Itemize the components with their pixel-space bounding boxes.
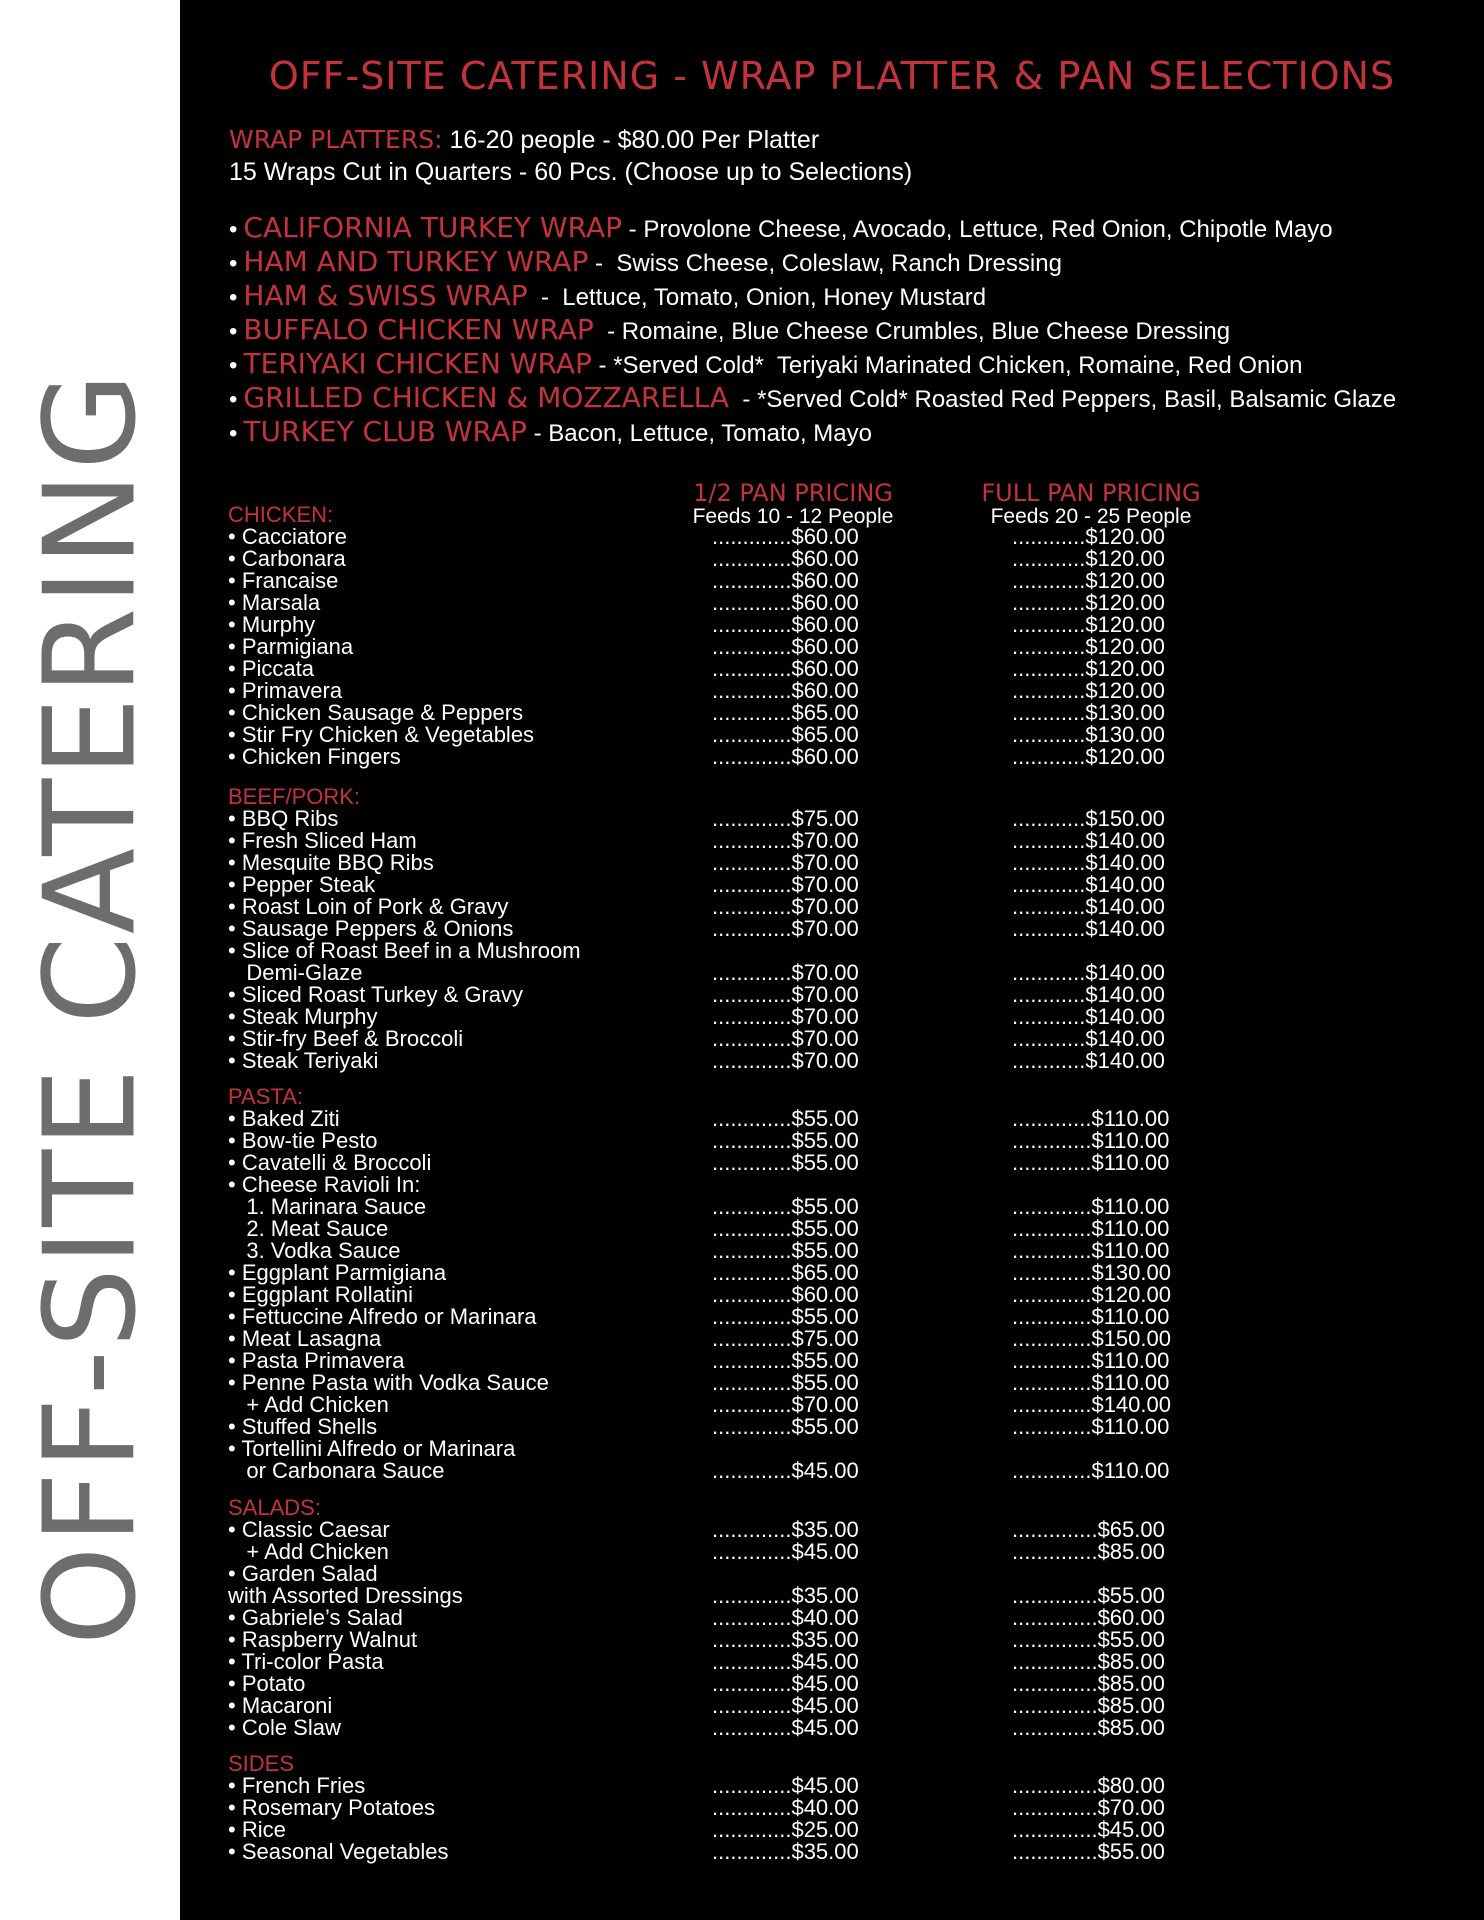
item-name: • Sliced Roast Turkey & Gravy <box>228 982 524 1007</box>
item-name: • Fettuccine Alfredo or Marinara <box>228 1304 537 1329</box>
half-pan-price: .............$70.00 <box>712 872 859 897</box>
half-pan-price: .............$70.00 <box>712 982 859 1007</box>
full-pan-price: ..............$55.00 <box>1012 1839 1165 1864</box>
category-heading <box>180 1753 1484 1775</box>
menu-row <box>180 1607 1484 1629</box>
item-name: • Penne Pasta with Vodka Sauce <box>228 1370 549 1395</box>
menu-row <box>180 702 1484 724</box>
half-pan-price: .............$60.00 <box>712 612 859 637</box>
wrap-description: - *Served Cold* Teriyaki Marinated Chicken, Romaine, Red Onion <box>591 352 1303 379</box>
menu-row <box>180 548 1484 570</box>
menu-row <box>180 1563 1484 1585</box>
menu-row <box>180 1460 1484 1482</box>
item-name: • BBQ Ribs <box>228 806 339 831</box>
item-name: • Carbonara <box>228 546 346 571</box>
item-name: • Bow-tie Pesto <box>228 1128 378 1153</box>
wrap-description: - *Served Cold* Roasted Red Peppers, Basil, Balsamic Glaze <box>729 386 1397 413</box>
half-pan-price: .............$60.00 <box>712 634 859 659</box>
item-name: • Pasta Primavera <box>228 1348 405 1373</box>
full-pan-price: .............$110.00 <box>1012 1238 1170 1263</box>
full-pan-price: .............$110.00 <box>1012 1106 1170 1131</box>
half-pan-price: .............$70.00 <box>712 1026 859 1051</box>
menu-row <box>180 1438 1484 1460</box>
full-pan-price: ............$120.00 <box>1012 546 1165 571</box>
half-pan-price: .............$35.00 <box>712 1839 859 1864</box>
full-pan-price: .............$110.00 <box>1012 1216 1170 1241</box>
menu-row <box>180 1394 1484 1416</box>
half-pan-price: .............$55.00 <box>712 1414 859 1439</box>
full-pan-price: ............$140.00 <box>1012 872 1165 897</box>
full-pan-title: FULL PAN PRICING <box>981 479 1201 507</box>
half-pan-price: .............$45.00 <box>712 1693 859 1718</box>
bullet-icon: • <box>229 284 238 311</box>
half-pan-price: .............$40.00 <box>712 1795 859 1820</box>
wrap-name: HAM & SWISS WRAP <box>243 279 528 312</box>
menu-row <box>180 1328 1484 1350</box>
full-pan-price: .............$110.00 <box>1012 1194 1170 1219</box>
full-pan-price: ..............$55.00 <box>1012 1583 1165 1608</box>
full-pan-price: ............$120.00 <box>1012 568 1165 593</box>
full-pan-price: ..............$60.00 <box>1012 1605 1165 1630</box>
item-name: + Add Chicken <box>228 1392 389 1417</box>
menu-row <box>180 1541 1484 1563</box>
menu-row <box>180 1841 1484 1863</box>
full-pan-price: ............$140.00 <box>1012 850 1165 875</box>
full-pan-price: ..............$65.00 <box>1012 1517 1165 1542</box>
item-name: • Primavera <box>228 678 343 703</box>
half-pan-price: .............$60.00 <box>712 678 859 703</box>
wrap-item <box>229 211 1396 245</box>
wrap-name: HAM AND TURKEY WRAP <box>243 245 589 278</box>
wrap-platters-price: 16-20 people - $80.00 Per Platter <box>442 126 820 154</box>
menu-row <box>180 1350 1484 1372</box>
item-name: • Marsala <box>228 590 321 615</box>
menu-row <box>180 1152 1484 1174</box>
category-label: CHICKEN: <box>228 502 334 527</box>
menu-row <box>180 746 1484 768</box>
wrap-item <box>229 245 1396 279</box>
full-pan-price: .............$110.00 <box>1012 1370 1170 1395</box>
half-pan-price: .............$70.00 <box>712 1048 859 1073</box>
full-pan-price: ............$140.00 <box>1012 828 1165 853</box>
half-pan-title: 1/2 PAN PRICING <box>693 479 893 507</box>
menu-row <box>180 896 1484 918</box>
half-pan-price: .............$60.00 <box>712 656 859 681</box>
item-name: • French Fries <box>228 1773 366 1798</box>
wrap-item <box>229 313 1396 347</box>
full-pan-price: ............$150.00 <box>1012 806 1165 831</box>
menu-panel <box>180 0 1484 1920</box>
menu-row <box>180 1797 1484 1819</box>
menu-row <box>180 1006 1484 1028</box>
wrap-name: CALIFORNIA TURKEY WRAP <box>243 211 622 244</box>
full-pan-price: ............$120.00 <box>1012 678 1165 703</box>
menu-row <box>180 984 1484 1006</box>
item-name: • Eggplant Rollatini <box>228 1282 414 1307</box>
full-pan-price: ..............$45.00 <box>1012 1817 1165 1842</box>
category-heading <box>180 1497 1484 1519</box>
category-heading <box>180 1086 1484 1108</box>
bullet-icon: • <box>229 250 238 277</box>
wrap-item <box>229 279 1396 313</box>
half-pan-price: .............$55.00 <box>712 1238 859 1263</box>
menu-row <box>180 1673 1484 1695</box>
item-name: • Baked Ziti <box>228 1106 340 1131</box>
item-name: • Sausage Peppers & Onions <box>228 916 514 941</box>
half-pan-price: .............$70.00 <box>712 960 859 985</box>
item-name: • Fresh Sliced Ham <box>228 828 417 853</box>
half-pan-price: .............$45.00 <box>712 1715 859 1740</box>
item-name: 2. Meat Sauce <box>228 1216 389 1241</box>
half-pan-price: .............$35.00 <box>712 1627 859 1652</box>
item-name: • Garden Salad <box>228 1561 378 1586</box>
full-pan-price: ..............$55.00 <box>1012 1627 1165 1652</box>
wrap-description: - Romaine, Blue Cheese Crumbles, Blue Cheese Dressing <box>593 318 1231 345</box>
menu-row <box>180 1284 1484 1306</box>
item-name: • Steak Murphy <box>228 1004 378 1029</box>
menu-row <box>180 680 1484 702</box>
bullet-icon: • <box>229 352 238 379</box>
half-pan-price: .............$35.00 <box>712 1583 859 1608</box>
half-pan-price: .............$25.00 <box>712 1817 859 1842</box>
full-pan-price: .............$110.00 <box>1012 1304 1170 1329</box>
menu-row <box>180 874 1484 896</box>
half-pan-price: .............$55.00 <box>712 1216 859 1241</box>
menu-row <box>180 852 1484 874</box>
full-pan-price: ............$120.00 <box>1012 524 1165 549</box>
wrap-description: - Provolone Cheese, Avocado, Lettuce, Red Onion, Chipotle Mayo <box>621 216 1333 243</box>
item-name: + Add Chicken <box>228 1539 389 1564</box>
half-pan-price: .............$45.00 <box>712 1649 859 1674</box>
item-name: • Murphy <box>228 612 316 637</box>
half-pan-price: .............$35.00 <box>712 1517 859 1542</box>
menu-row <box>180 1372 1484 1394</box>
item-name: • Stir Fry Chicken & Vegetables <box>228 722 535 747</box>
half-pan-price: .............$55.00 <box>712 1106 859 1131</box>
half-pan-price: .............$60.00 <box>712 590 859 615</box>
item-name: with Assorted Dressings <box>228 1583 463 1608</box>
half-pan-price: .............$40.00 <box>712 1605 859 1630</box>
wrap-description: - Bacon, Lettuce, Tomato, Mayo <box>526 420 872 447</box>
full-pan-price: ............$120.00 <box>1012 634 1165 659</box>
item-name: • Gabriele’s Salad <box>228 1605 403 1630</box>
item-name: or Carbonara Sauce <box>228 1458 445 1483</box>
menu-row <box>180 1028 1484 1050</box>
half-pan-price: .............$55.00 <box>712 1150 859 1175</box>
full-pan-price: ............$140.00 <box>1012 894 1165 919</box>
full-pan-price: ............$140.00 <box>1012 960 1165 985</box>
menu-row <box>180 570 1484 592</box>
wrap-platters-header <box>229 124 912 188</box>
side-title: OFF-SITE CATERING <box>16 370 164 1646</box>
half-pan-price: .............$45.00 <box>712 1539 859 1564</box>
item-name: • Rice <box>228 1817 286 1842</box>
full-pan-price: ............$120.00 <box>1012 744 1165 769</box>
bullet-icon: • <box>229 420 238 447</box>
menu-row <box>180 940 1484 962</box>
menu-row <box>180 614 1484 636</box>
item-name: • Macaroni <box>228 1693 333 1718</box>
full-pan-price: ..............$85.00 <box>1012 1715 1165 1740</box>
item-name: • Seasonal Vegetables <box>228 1839 449 1864</box>
item-name: • Cheese Ravioli In: <box>228 1172 421 1197</box>
category-label: PASTA: <box>228 1084 303 1109</box>
full-pan-price: ..............$85.00 <box>1012 1539 1165 1564</box>
item-name: • Eggplant Parmigiana <box>228 1260 447 1285</box>
menu-row <box>180 658 1484 680</box>
wrap-item <box>229 415 1396 449</box>
full-pan-price: ............$140.00 <box>1012 916 1165 941</box>
side-strip <box>0 0 180 1920</box>
menu-row <box>180 1416 1484 1438</box>
menu-row <box>180 636 1484 658</box>
full-pan-price: .............$150.00 <box>1012 1326 1171 1351</box>
half-pan-price: .............$55.00 <box>712 1128 859 1153</box>
half-pan-subtitle: Feeds 10 - 12 People <box>692 505 894 528</box>
menu-row <box>180 918 1484 940</box>
category-label: SIDES <box>228 1751 295 1776</box>
item-name: • Roast Loin of Pork & Gravy <box>228 894 509 919</box>
half-pan-price: .............$60.00 <box>712 744 859 769</box>
item-name: • Chicken Fingers <box>228 744 401 769</box>
menu-row <box>180 1819 1484 1841</box>
full-pan-price: ............$140.00 <box>1012 982 1165 1007</box>
item-name: • Cavatelli & Broccoli <box>228 1150 432 1175</box>
menu-row <box>180 1306 1484 1328</box>
half-pan-price: .............$70.00 <box>712 1392 859 1417</box>
half-pan-price: .............$75.00 <box>712 1326 859 1351</box>
half-pan-price: .............$65.00 <box>712 1260 859 1285</box>
item-name: • Chicken Sausage & Peppers <box>228 700 524 725</box>
full-pan-price: ..............$80.00 <box>1012 1773 1165 1798</box>
half-pan-price: .............$60.00 <box>712 546 859 571</box>
half-pan-price: .............$45.00 <box>712 1458 859 1483</box>
menu-row <box>180 592 1484 614</box>
half-pan-price: .............$70.00 <box>712 828 859 853</box>
item-name: • Meat Lasagna <box>228 1326 382 1351</box>
item-name: • Piccata <box>228 656 314 681</box>
item-name: • Potato <box>228 1671 306 1696</box>
menu-row <box>180 1585 1484 1607</box>
half-pan-price: .............$75.00 <box>712 806 859 831</box>
bullet-icon: • <box>229 216 238 243</box>
item-name: • Stir-fry Beef & Broccoli <box>228 1026 464 1051</box>
item-name: • Tortellini Alfredo or Marinara <box>228 1436 516 1461</box>
wrap-name: TERIYAKI CHICKEN WRAP <box>243 347 592 380</box>
full-pan-price: ..............$85.00 <box>1012 1693 1165 1718</box>
half-pan-price: .............$45.00 <box>712 1773 859 1798</box>
menu-row <box>180 1775 1484 1797</box>
item-name: • Slice of Roast Beef in a Mushroom <box>228 938 581 963</box>
wrap-name: TURKEY CLUB WRAP <box>243 415 527 448</box>
half-pan-price: .............$70.00 <box>712 850 859 875</box>
item-name: • Cacciatore <box>228 524 347 549</box>
half-pan-price: .............$45.00 <box>712 1671 859 1696</box>
half-pan-price: .............$65.00 <box>712 722 859 747</box>
bullet-icon: • <box>229 318 238 345</box>
category-label: BEEF/PORK: <box>228 784 361 809</box>
full-pan-price: ..............$70.00 <box>1012 1795 1165 1820</box>
full-pan-price: .............$110.00 <box>1012 1414 1170 1439</box>
full-pan-price: ..............$85.00 <box>1012 1671 1165 1696</box>
menu-row <box>180 1629 1484 1651</box>
item-name: 1. Marinara Sauce <box>228 1194 427 1219</box>
half-pan-price: .............$55.00 <box>712 1370 859 1395</box>
full-pan-price: ............$130.00 <box>1012 722 1165 747</box>
wrap-platters-note: 15 Wraps Cut in Quarters - 60 Pcs. (Choose up to Selections) <box>229 158 913 186</box>
full-pan-price: ............$140.00 <box>1012 1004 1165 1029</box>
menu-row <box>180 724 1484 746</box>
full-pan-price: ............$120.00 <box>1012 590 1165 615</box>
menu-row <box>180 1050 1484 1072</box>
item-name: Demi-Glaze <box>228 960 363 985</box>
full-pan-price: .............$130.00 <box>1012 1260 1171 1285</box>
half-pan-price: .............$55.00 <box>712 1304 859 1329</box>
item-name: • Rosemary Potatoes <box>228 1795 436 1820</box>
item-name: • Cole Slaw <box>228 1715 341 1740</box>
bullet-icon: • <box>229 386 238 413</box>
half-pan-price: .............$65.00 <box>712 700 859 725</box>
full-pan-price: .............$110.00 <box>1012 1128 1170 1153</box>
item-name: • Raspberry Walnut <box>228 1627 418 1652</box>
item-name: • Classic Caesar <box>228 1517 390 1542</box>
menu-row <box>180 1218 1484 1240</box>
item-name: • Pepper Steak <box>228 872 376 897</box>
half-pan-price: .............$60.00 <box>712 1282 859 1307</box>
menu-row <box>180 830 1484 852</box>
half-pan-price: .............$55.00 <box>712 1348 859 1373</box>
wrap-list <box>229 211 1396 449</box>
full-pan-price: .............$110.00 <box>1012 1458 1170 1483</box>
half-pan-price: .............$70.00 <box>712 1004 859 1029</box>
full-pan-subtitle: Feeds 20 - 25 People <box>990 505 1192 528</box>
half-pan-price: .............$55.00 <box>712 1194 859 1219</box>
half-pan-price: .............$70.00 <box>712 894 859 919</box>
menu-row <box>180 1130 1484 1152</box>
item-name: • Steak Teriyaki <box>228 1048 379 1073</box>
menu-row <box>180 1695 1484 1717</box>
wrap-item <box>229 347 1396 381</box>
menu-row <box>180 1174 1484 1196</box>
full-pan-price: .............$140.00 <box>1012 1392 1171 1417</box>
wrap-platters-label: WRAP PLATTERS: <box>229 125 443 154</box>
full-pan-price: .............$110.00 <box>1012 1348 1170 1373</box>
menu-row <box>180 1262 1484 1284</box>
menu-row <box>180 1196 1484 1218</box>
menu-row <box>180 1651 1484 1673</box>
item-name: • Mesquite BBQ Ribs <box>228 850 434 875</box>
item-name: • Francaise <box>228 568 339 593</box>
menu-row <box>180 962 1484 984</box>
page-title: OFF-SITE CATERING - WRAP PLATTER & PAN SELECTIONS <box>268 54 1396 98</box>
wrap-description: - Lettuce, Tomato, Onion, Honey Mustard <box>527 284 987 311</box>
item-name: • Tri-color Pasta <box>228 1649 384 1674</box>
category-heading <box>180 786 1484 808</box>
full-pan-price: ............$140.00 <box>1012 1026 1165 1051</box>
full-pan-price: ............$120.00 <box>1012 612 1165 637</box>
full-pan-price: .............$110.00 <box>1012 1150 1170 1175</box>
wrap-name: GRILLED CHICKEN & MOZZARELLA <box>243 381 730 414</box>
full-pan-price: ............$140.00 <box>1012 1048 1165 1073</box>
half-pan-price: .............$70.00 <box>712 916 859 941</box>
item-name: 3. Vodka Sauce <box>228 1238 401 1263</box>
category-heading <box>180 504 1484 526</box>
menu-row <box>180 1108 1484 1130</box>
category-label: SALADS: <box>228 1495 321 1520</box>
item-name: • Parmigiana <box>228 634 354 659</box>
item-name: • Stuffed Shells <box>228 1414 378 1439</box>
half-pan-price: .............$60.00 <box>712 524 859 549</box>
full-pan-price: ............$130.00 <box>1012 700 1165 725</box>
full-pan-price: ..............$85.00 <box>1012 1649 1165 1674</box>
menu-row <box>180 1717 1484 1739</box>
menu-row <box>180 1519 1484 1541</box>
menu-row <box>180 808 1484 830</box>
full-pan-price: .............$120.00 <box>1012 1282 1171 1307</box>
menu-row <box>180 526 1484 548</box>
wrap-item <box>229 381 1396 415</box>
full-pan-price: ............$120.00 <box>1012 656 1165 681</box>
wrap-description: - Swiss Cheese, Coleslaw, Ranch Dressing <box>588 250 1062 277</box>
half-pan-price: .............$60.00 <box>712 568 859 593</box>
wrap-name: BUFFALO CHICKEN WRAP <box>243 313 594 346</box>
menu-row <box>180 1240 1484 1262</box>
